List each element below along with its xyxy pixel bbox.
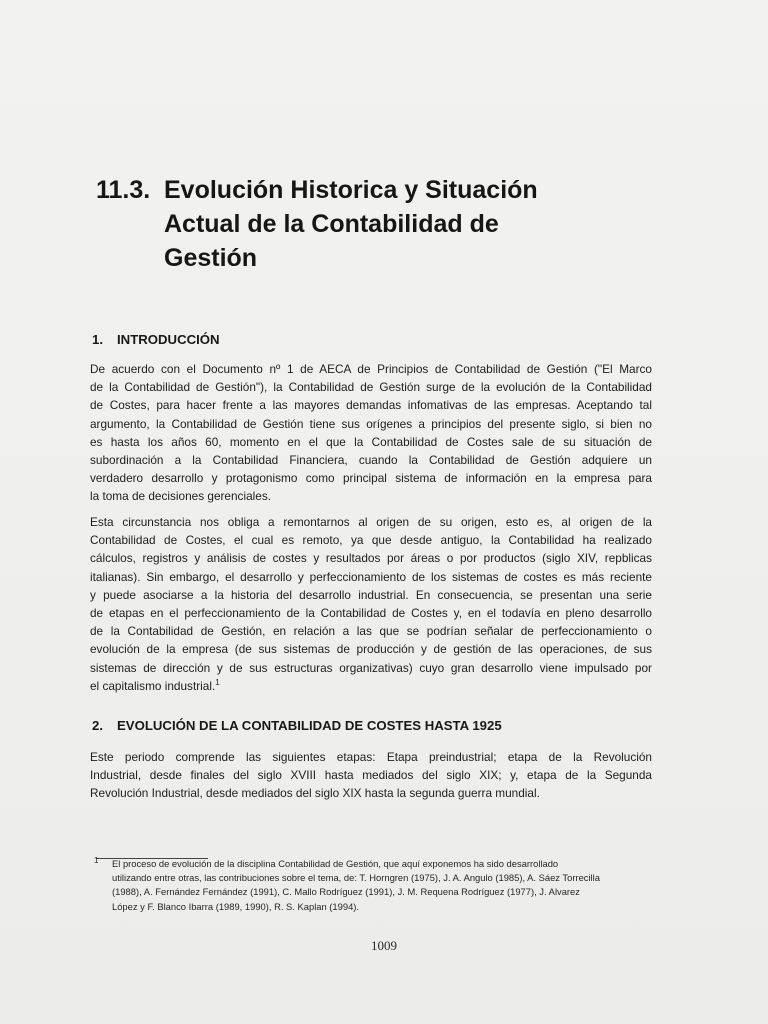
heading-title [164, 173, 656, 275]
text-line: sistemas de dirección y de sus estructuras organizativas) cuyo gran desarrollo viene impulsado por [90, 660, 652, 675]
text-line: el capitalismo industrial. [90, 678, 216, 693]
text-line: la toma de decisiones gerenciales. [90, 489, 271, 504]
text-line: Revolución Industrial, desde mediados del siglo XIX hasta la segunda guerra mundial. [90, 786, 540, 801]
heading-number: 11.3. [96, 176, 151, 204]
text-line: Industrial, desde finales del siglo XVIII hasta mediados del siglo XIX; y, etapa de la Segunda [90, 768, 652, 783]
text-line: de etapas en el perfeccionamiento de la Contabilidad de Costes y, en el todavía en pleno desarrollo [90, 606, 652, 621]
heading-line: Evolución Historica y Situación [164, 176, 538, 204]
text-line: argumento, la Contabilidad de Gestión tiene sus orígenes a principios del presente siglo, si bien no [90, 416, 652, 431]
section-heading-introduccion [92, 332, 220, 347]
footnote-reference: 1 [215, 677, 220, 687]
text-line: Contabilidad de Costes, el cual es remoto, ya que desde antiguo, la Contabilidad ha realizado [90, 533, 652, 548]
footnote-mark: 1 [94, 856, 99, 865]
text-line: de la Contabilidad de Gestión, en relación a las que se podrían señalar de perfeccionamiento o [90, 624, 652, 639]
section-number: 1. [92, 332, 103, 347]
paragraph-evolucion-1 [90, 748, 652, 803]
footnote-line: utilizando entre otras, las contribuciones sobre el tema, de: T. Horngren (1975), J. A. Angulo (1985), A. Sáez Torrecilla [112, 872, 600, 884]
heading-line: Actual de la Contabilidad de [164, 210, 499, 238]
text-line: Esta circunstancia nos obliga a remontarnos al origen de su origen, esto es, al origen de la [90, 515, 652, 529]
text-line: italianas). Sin embargo, el desarrollo y perfeccionamiento de los sistemas de costes es más reciente [90, 569, 652, 584]
section-title: EVOLUCIÓN DE LA CONTABILIDAD DE COSTES HASTA 1925 [117, 718, 502, 733]
paragraph-intro-2 [90, 513, 652, 695]
text-line: de Costes, para hacer frente a las mayores demandas infomativas de las empresas. Aceptando tal [90, 398, 652, 413]
chapter-heading [96, 173, 656, 275]
text-line-with-footnote [90, 677, 652, 695]
footnote-line: (1988), A. Fernández Fernández (1991), C. Mallo Rodríguez (1991), J. M. Requena Rodríguez (1977), J. Alvarez [112, 886, 580, 898]
footnote [94, 856, 654, 914]
text-line: Este periodo comprende las siguientes etapas: Etapa preindustrial; etapa de la Revolución [90, 750, 652, 764]
text-line: es hasta los años 60, momento en el que la Contabilidad de Costes sale de su situación de [90, 434, 652, 449]
section-heading-evolucion [92, 718, 502, 733]
section-number: 2. [92, 718, 103, 733]
section-title: INTRODUCCIÓN [117, 332, 220, 347]
text-line: verdadero desarrollo y protagonismo como principal sistema de información en la empresa para [90, 471, 652, 486]
text-line: cálculos, registros y análisis de costes y resultados por áreas o por productos (siglo XIV, repblicas [90, 551, 652, 566]
footnote-line: López y F. Blanco Ibarra (1989, 1990), R. S. Kaplan (1994). [112, 900, 360, 912]
paragraph-intro-1 [90, 360, 652, 506]
page-number: 1009 [371, 938, 397, 953]
heading-line: Gestión [164, 244, 258, 272]
text-line: subordinación a la Contabilidad Financiera, cuando la Contabilidad de Gestión adquiere un [90, 453, 652, 468]
text-line: y puede asociarse a la historia del desarrollo industrial. En consecuencia, se presentan una serie [90, 587, 652, 602]
text-line: De acuerdo con el Documento nº 1 de AECA de Principios de Contabilidad de Gestión ("El Marco [90, 362, 652, 376]
text-line: de la Contabilidad de Gestión"), la Contabilidad de Gestión surge de la evolución de la Contabilidad [90, 380, 652, 395]
footnote-line: El proceso de evolución de la disciplina Contabilidad de Gestión, que aquí exponemos ha sido desarrollado [112, 858, 559, 869]
text-line: evolución de la empresa (de sus sistemas de producción y de gestión de las operaciones, de sus [90, 642, 652, 657]
